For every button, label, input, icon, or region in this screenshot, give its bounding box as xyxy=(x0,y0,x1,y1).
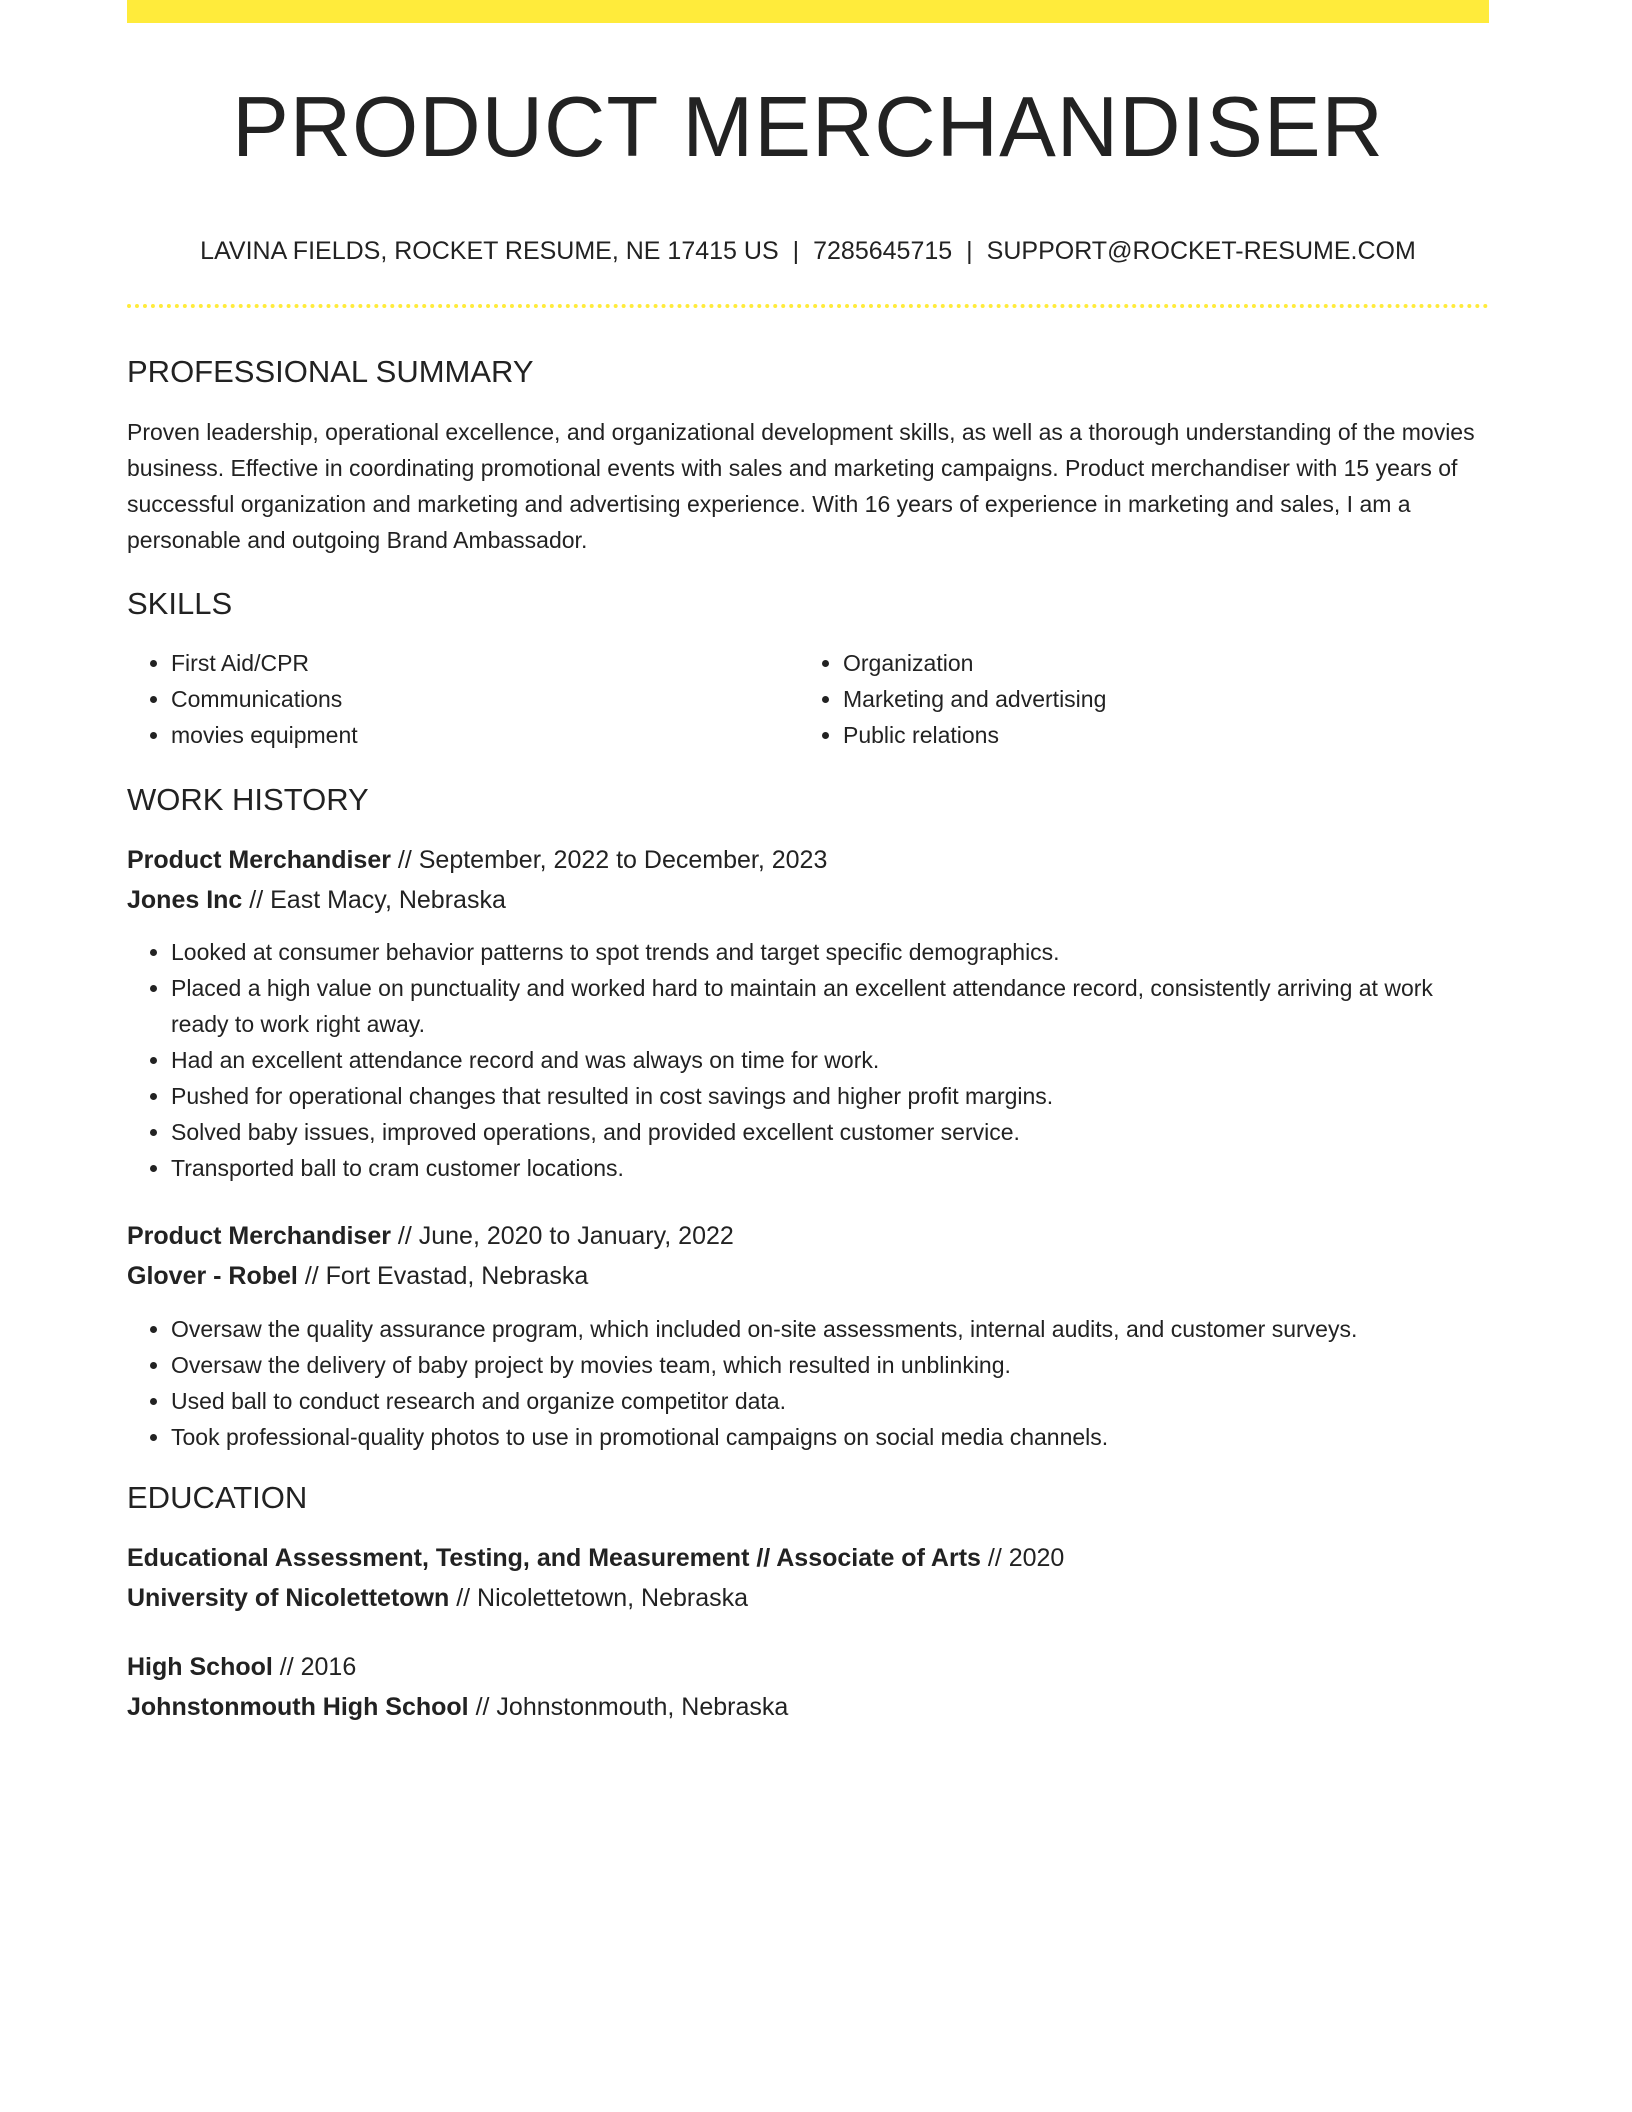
contact-email: SUPPORT@ROCKET-RESUME.COM xyxy=(986,237,1416,265)
job-bullet: • Took professional-quality photos to use in promotional campaigns on social media channels. xyxy=(171,1419,1489,1455)
education-year: // 2020 xyxy=(980,1544,1065,1572)
job-title-line xyxy=(127,845,827,875)
job-title-line xyxy=(127,1221,734,1251)
education-degree: High School xyxy=(127,1653,273,1681)
job-location: // East Macy, Nebraska xyxy=(242,886,506,914)
summary-text: Proven leadership, operational excellence, and organizational development skills, as well as a thorough understanding of the movies business. Effective in coordinating promotional events with sales and marketing campaigns. Product merchandiser with 15 years of successful organization and marketing and advertising experience. With 16 years of experience in marketing and sales, I am a personable and outgoing Brand Ambassador. xyxy=(127,419,1475,553)
education-degree: Educational Assessment, Testing, and Measurement // Associate of Arts xyxy=(127,1544,981,1572)
contact-address: LAVINA FIELDS, ROCKET RESUME, NE 17415 US xyxy=(200,237,779,265)
resume-title: PRODUCT MERCHANDISER xyxy=(232,80,1384,175)
job-bullet: • Oversaw the delivery of baby project by movies team, which resulted in unblinking. xyxy=(171,1347,1489,1383)
skills-column-left xyxy=(127,645,787,753)
job-location: // Fort Evastad, Nebraska xyxy=(297,1262,589,1290)
job-company-line xyxy=(127,1261,588,1291)
job-bullet: • Pushed for operational changes that resulted in cost savings and higher profit margins. xyxy=(171,1078,1489,1114)
job-company-line xyxy=(127,885,506,915)
job-bullet: • Used ball to conduct research and organize competitor data. xyxy=(171,1383,1489,1419)
skill-item: • movies equipment xyxy=(171,717,787,753)
job-bullet: • Transported ball to cram customer locations. xyxy=(171,1150,1489,1186)
job-bullet: • Solved baby issues, improved operations, and provided excellent customer service. xyxy=(171,1114,1489,1150)
job-dates: // September, 2022 to December, 2023 xyxy=(390,846,828,874)
education-school-line xyxy=(127,1583,748,1613)
job-bullets xyxy=(127,1311,1489,1455)
job-bullets xyxy=(127,934,1489,1186)
job-bullet: • Had an excellent attendance record and was always on time for work. xyxy=(171,1042,1489,1078)
job-company: Glover - Robel xyxy=(127,1262,298,1290)
job-title: Product Merchandiser xyxy=(127,1222,391,1250)
contact-phone: 7285645715 xyxy=(813,237,953,265)
education-school: University of Nicolettetown xyxy=(127,1584,450,1612)
contact-separator: | xyxy=(792,237,800,265)
summary-heading: PROFESSIONAL SUMMARY xyxy=(127,354,534,389)
job-bullet: • Oversaw the quality assurance program, which included on-site assessments, internal audits, and customer surveys. xyxy=(171,1311,1489,1347)
education-location: // Nicolettetown, Nebraska xyxy=(449,1584,749,1612)
dotted-divider xyxy=(127,304,1489,308)
skill-item: • Marketing and advertising xyxy=(843,681,1459,717)
job-bullet: • Looked at consumer behavior patterns to spot trends and target specific demographics. xyxy=(171,934,1489,970)
skill-item: • Communications xyxy=(171,681,787,717)
skills-column-right xyxy=(799,645,1459,753)
education-school: Johnstonmouth High School xyxy=(127,1693,469,1721)
job-title: Product Merchandiser xyxy=(127,846,391,874)
education-degree-line xyxy=(127,1652,356,1682)
job-bullet: • Placed a high value on punctuality and worked hard to maintain an excellent attendance record, consistently arriving at work ready to work right away. xyxy=(171,970,1489,1042)
job-dates: // June, 2020 to January, 2022 xyxy=(390,1222,734,1250)
skill-item: • Public relations xyxy=(843,717,1459,753)
education-school-line xyxy=(127,1692,788,1722)
job-company: Jones Inc xyxy=(127,886,243,914)
education-heading: EDUCATION xyxy=(127,1480,308,1515)
contact-line xyxy=(127,236,1489,266)
contact-separator: | xyxy=(966,237,973,265)
education-degree-line xyxy=(127,1543,1064,1573)
education-year: // 2016 xyxy=(272,1653,357,1681)
work-heading: WORK HISTORY xyxy=(127,782,369,817)
accent-bar xyxy=(127,0,1489,23)
skill-item: • First Aid/CPR xyxy=(171,645,787,681)
education-location: // Johnstonmouth, Nebraska xyxy=(468,1693,789,1721)
skills-heading: SKILLS xyxy=(127,586,233,621)
skill-item: • Organization xyxy=(843,645,1459,681)
